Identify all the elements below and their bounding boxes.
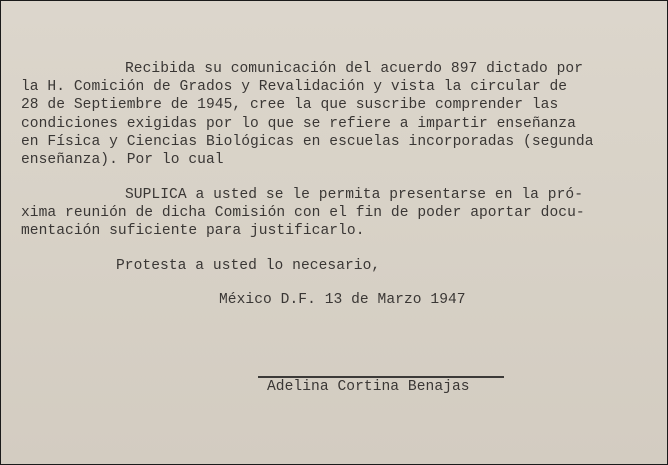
paragraph-1-line-4: condiciones exigidas por lo que se refiere a impartir enseñanza xyxy=(21,116,576,132)
place-date-line: México D.F. 13 de Marzo 1947 xyxy=(219,292,466,308)
paragraph-1-line-3: 28 de Septiembre de 1945, cree la que suscribe comprender las xyxy=(21,97,559,113)
paragraph-2-line-2: xima reunión de dicha Comisión con el fin de poder aportar docu- xyxy=(21,205,585,221)
paragraph-1-line-5: en Física y Ciencias Biológicas en escuelas incorporadas (segunda xyxy=(21,134,594,150)
paragraph-2-line-3: mentación suficiente para justificarlo. xyxy=(21,223,365,239)
closing-line: Protesta a usted lo necesario, xyxy=(116,258,381,274)
paragraph-1-line-2: la H. Comición de Grados y Revalidación y vista la circular de xyxy=(21,79,568,95)
paragraph-2-line-1: SUPLICA a usted se le permita presentarse en la pró- xyxy=(125,187,583,203)
signature-name: Adelina Cortina Benajas xyxy=(267,379,470,395)
paragraph-1-line-6: enseñanza). Por lo cual xyxy=(21,152,224,168)
paragraph-1-line-1: Recibida su comunicación del acuerdo 897 dictado por xyxy=(125,61,583,77)
